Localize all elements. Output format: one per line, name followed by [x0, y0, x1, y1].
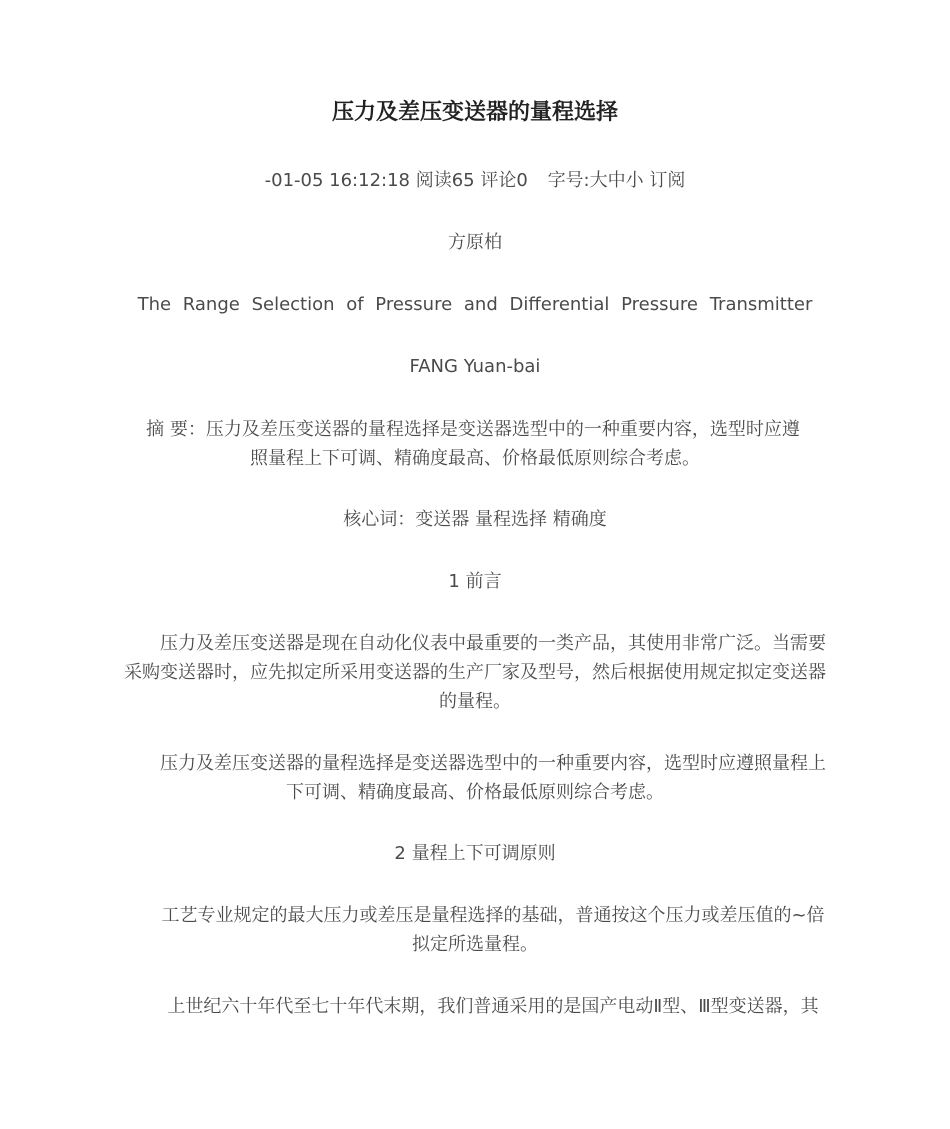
article-meta — [0, 167, 950, 195]
abstract-line-1: 摘 要：压力及差压变送器的量程选择是变送器选型中的一种重要内容，选型时应遵 — [146, 419, 800, 440]
subscribe-link[interactable]: 订阅 — [649, 170, 686, 191]
font-size-medium-link[interactable]: 中 — [607, 170, 626, 191]
comment-label: 评论 — [480, 170, 517, 191]
author-cn: 方原柏 — [448, 232, 502, 253]
paragraph-2-line-2: 下可调、精确度最高、价格最低原则综合考虑。 — [286, 782, 664, 803]
read-count: 65 — [451, 170, 475, 191]
font-size-small-link[interactable]: 小 — [625, 170, 644, 191]
paragraph-2-line-1: 压力及差压变送器的量程选择是变送器选型中的一种重要内容，选型时应遵照量程上 — [160, 753, 826, 774]
publish-datetime: -01-05 16:12:18 — [264, 170, 410, 191]
keywords: 核心词：变送器 量程选择 精确度 — [343, 509, 607, 530]
paragraph-4-line-1: 上世纪六十年代至七十年代末期，我们普通采用的是国产电动Ⅱ型、Ⅲ型变送器，其 — [167, 996, 819, 1017]
section-heading-2: 2 量程上下可调原则 — [394, 843, 556, 864]
author-en: FANG Yuan-bai — [409, 356, 541, 377]
paragraph-3-line-2: 拟定所选量程。 — [412, 934, 538, 955]
paragraph-1-line-2: 采购变送器时，应先拟定所采用变送器的生产厂家及型号，然后根据使用规定拟定变送器 — [124, 662, 826, 683]
comment-link[interactable] — [480, 170, 527, 191]
paragraph-1-line-3: 的量程。 — [439, 691, 511, 712]
section-heading-1: 1 前言 — [448, 571, 502, 592]
abstract-line-2: 照量程上下可调、精确度最高、价格最低原则综合考虑。 — [250, 448, 700, 469]
read-label: 阅读 — [415, 170, 452, 191]
paragraph-3-line-1: 工艺专业规定的最大压力或差压是量程选择的基础，普通按这个压力或差压值的~倍 — [161, 905, 825, 926]
comment-count: 0 — [516, 170, 528, 191]
article-title: 压力及差压变送器的量程选择 — [331, 100, 618, 125]
title-en: The Range Selection of Pressure and Differential Pressure Transmitter — [137, 294, 813, 315]
font-size-label: 字号: — [547, 170, 590, 191]
font-size-large-link[interactable]: 大 — [589, 170, 608, 191]
paragraph-1-line-1: 压力及差压变送器是现在自动化仪表中最重要的一类产品，其使用非常广泛。当需要 — [160, 633, 826, 654]
